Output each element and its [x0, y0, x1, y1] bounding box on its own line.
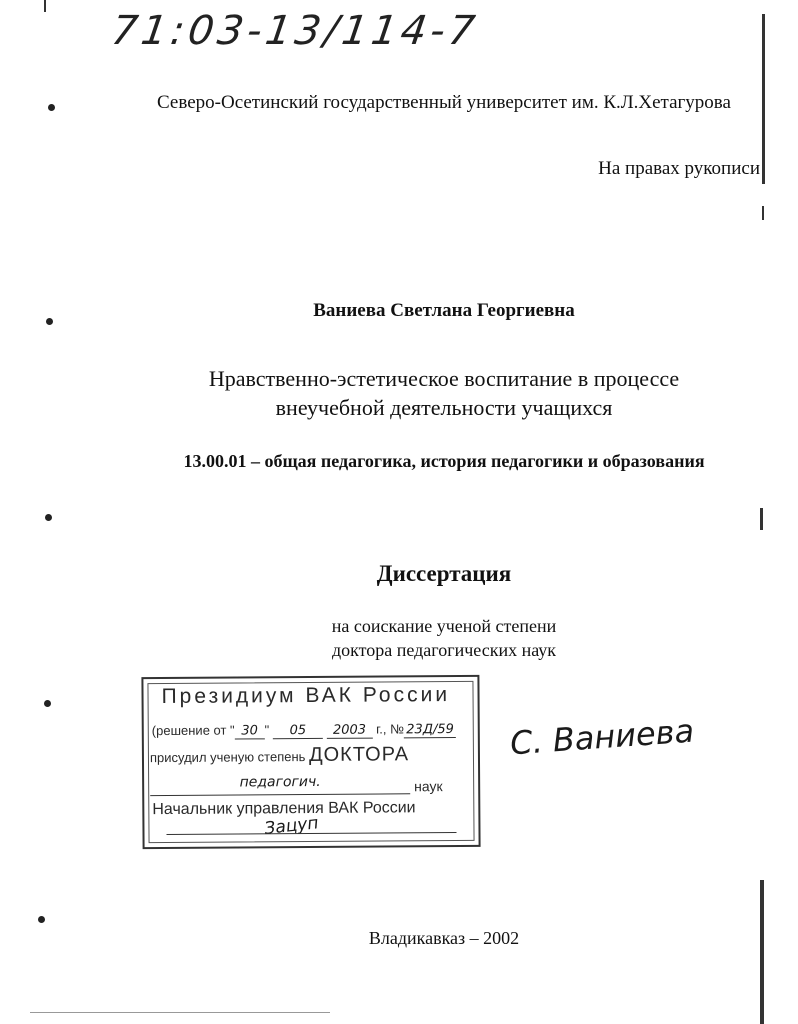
scan-edge-mark	[762, 206, 764, 220]
author-name: Ваниева Светлана Георгиевна	[313, 300, 575, 321]
dissertation-title	[0, 364, 798, 422]
university-name: Северо-Осетинский государственный университет им. К.Л.Хетагурова	[157, 92, 731, 113]
decision-number: 23Д/59	[404, 722, 456, 738]
punch-hole-mark	[44, 700, 51, 707]
head-signature: Зацуп	[263, 813, 320, 840]
field-value: педагогич.	[150, 773, 410, 796]
sciences-label: наук	[414, 778, 443, 795]
document-type: Диссертация	[376, 561, 512, 586]
awarded-degree: ДОКТОРА	[308, 743, 410, 767]
punch-hole-mark	[48, 104, 55, 111]
year-suffix: г., №	[376, 721, 405, 737]
degree-line-1: на соискание ученой степени	[331, 616, 557, 636]
punch-hole-mark	[46, 318, 53, 325]
scan-edge-mark	[760, 508, 763, 530]
stamp-field-line	[150, 773, 470, 796]
decision-prefix: (решение от "	[151, 722, 235, 739]
title-line-1: Нравственно-эстетическое воспитание в процессе	[208, 366, 680, 391]
stamp-decision-line: (решение от " 30 " 05 2003 г., № 23Д/59	[152, 721, 456, 740]
title-line-2: внеучебной деятельности учащихся	[275, 395, 613, 420]
scan-bottom-line	[30, 1012, 330, 1013]
degree-sought	[0, 614, 798, 662]
decision-year: 2003	[326, 723, 372, 739]
archive-code: 71:03-13/114-7	[108, 8, 482, 54]
scan-edge-line	[760, 880, 764, 1024]
scan-edge-mark	[44, 0, 46, 12]
specialty-code: 13.00.01 – общая педагогика, история педагогики и образования	[183, 451, 705, 471]
stamp-title: Президиум ВАК России	[161, 683, 451, 709]
decision-month: 05	[273, 723, 323, 739]
decision-day: 30	[235, 723, 265, 739]
stamp-head-line: Начальник управления ВАК России	[152, 799, 416, 819]
vak-stamp	[141, 675, 480, 849]
stamp-awarded-line	[150, 743, 409, 768]
author-signature: С. Ваниева	[508, 711, 696, 763]
manuscript-rights: На правах рукописи	[598, 158, 760, 179]
city-year: Владикавказ – 2002	[368, 928, 520, 948]
awarded-prefix: присудил ученую степень	[149, 749, 306, 766]
punch-hole-mark	[38, 916, 45, 923]
punch-hole-mark	[45, 514, 52, 521]
scan-edge-line	[762, 14, 765, 184]
degree-line-2: доктора педагогических наук	[331, 640, 557, 660]
